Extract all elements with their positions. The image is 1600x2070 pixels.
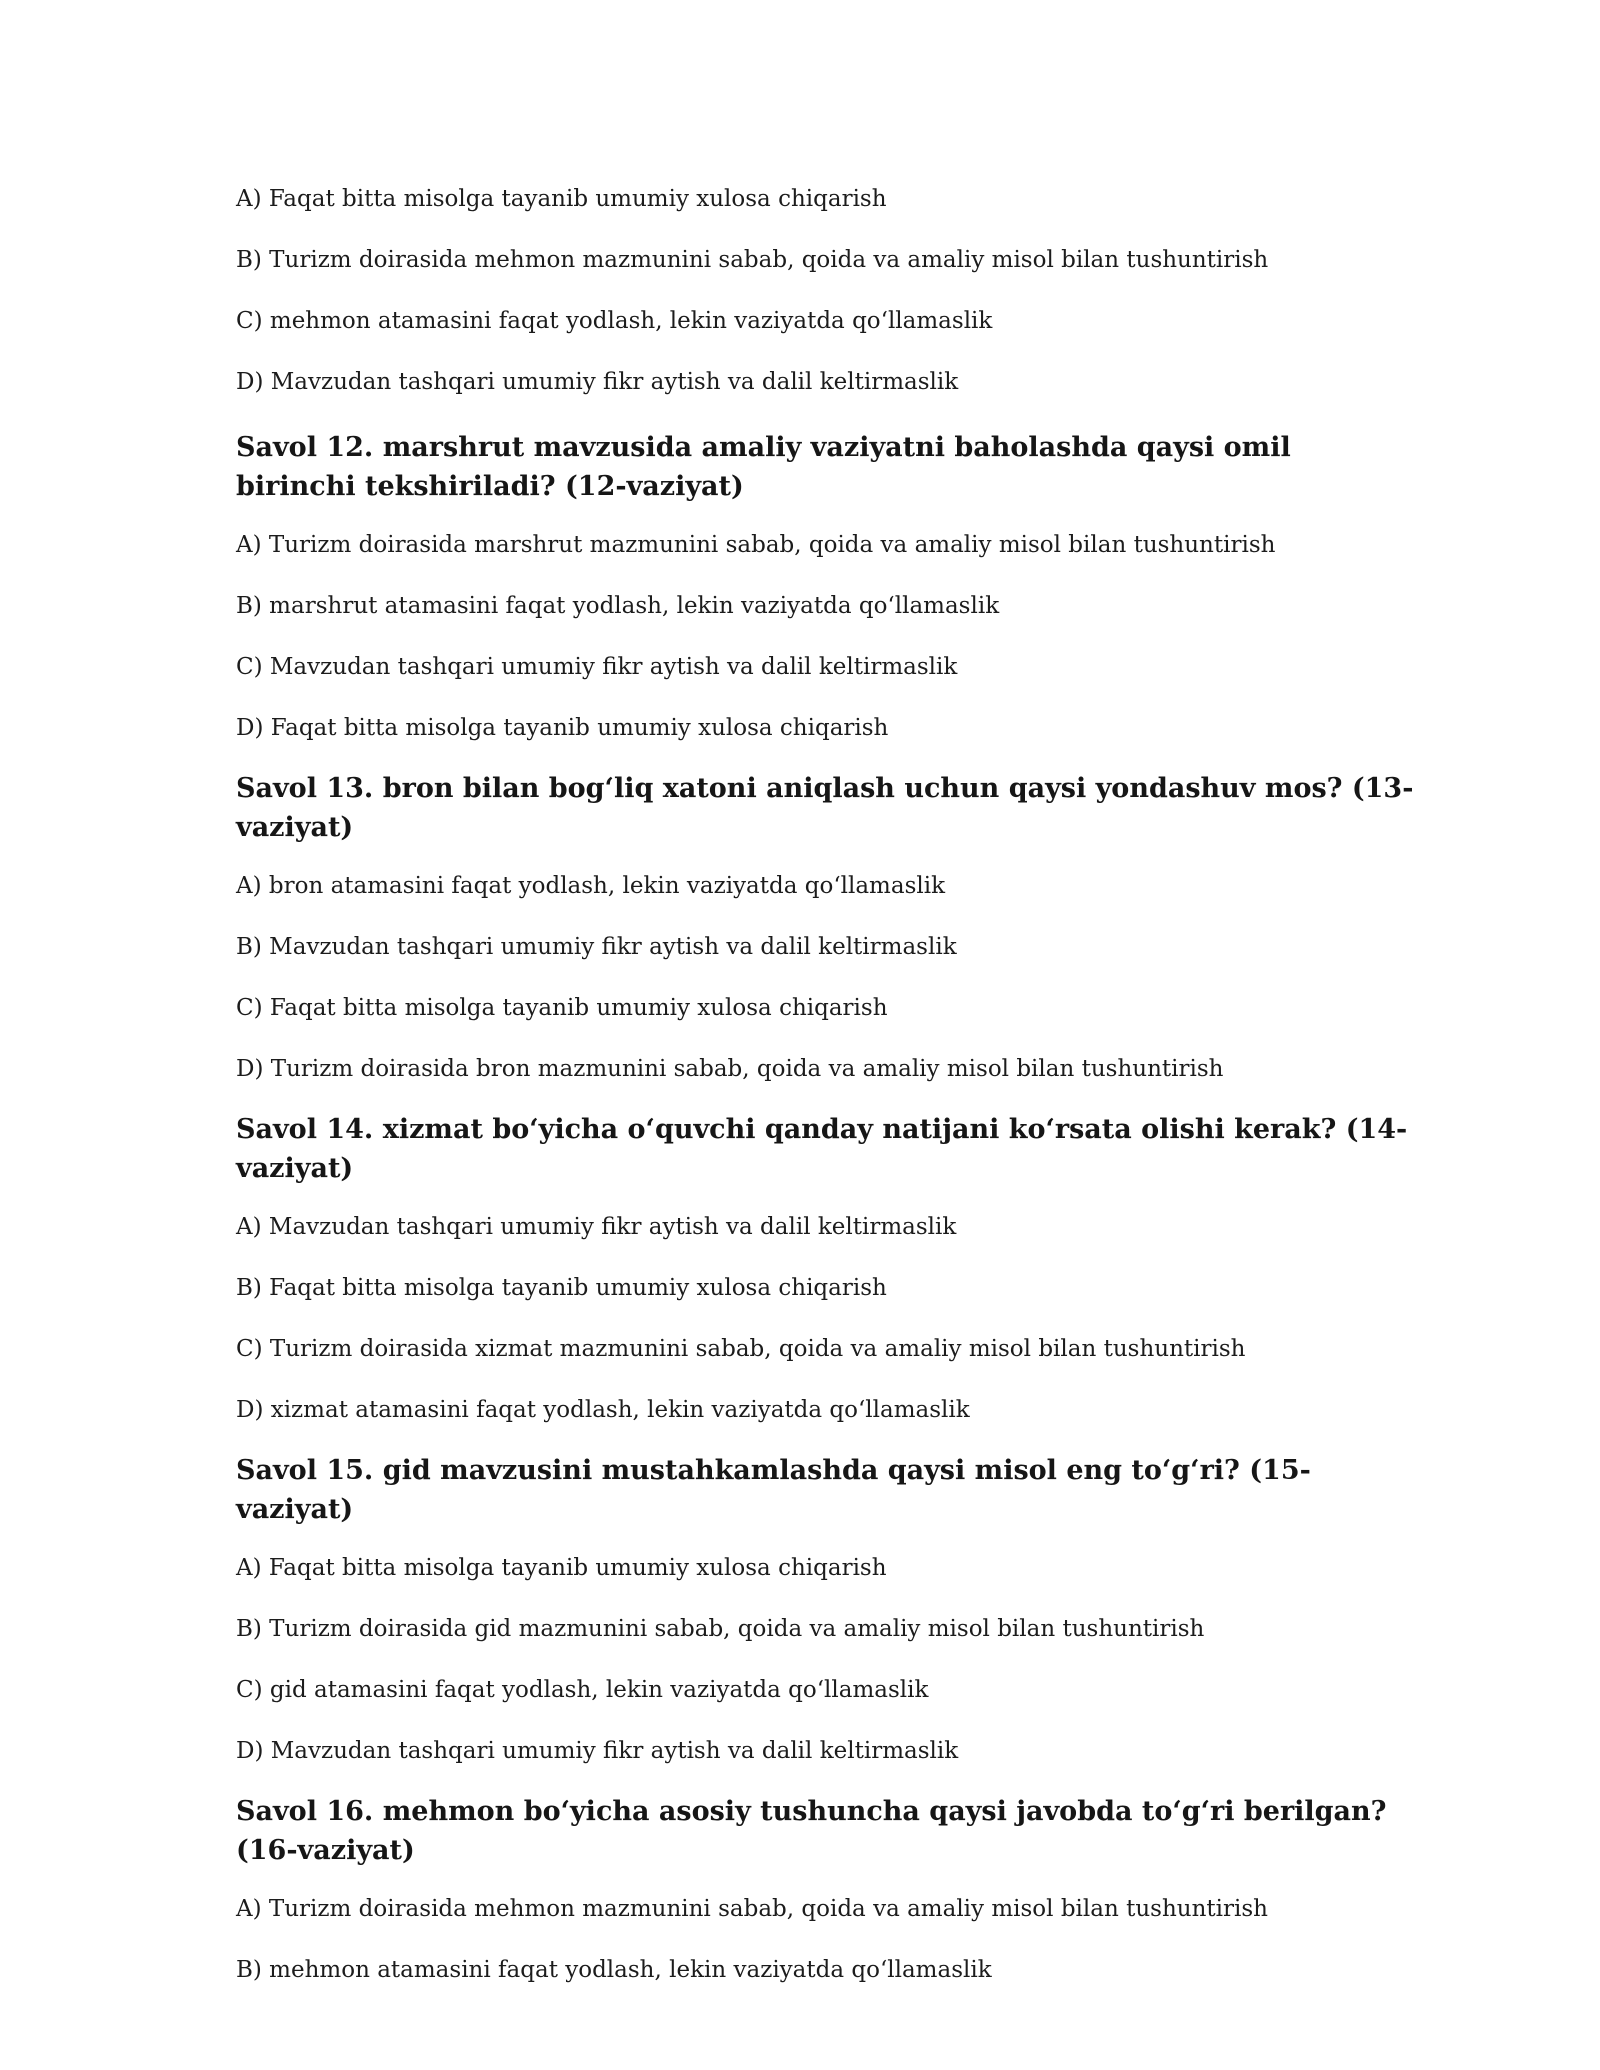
option-d: D) Turizm doirasida bron mazmunini sabab, qoida va amaliy misol bilan tushuntirish: [236, 1056, 1224, 1082]
document-page: [236, 184, 1416, 2011]
question-16: [236, 1792, 1416, 1985]
option-c: C) Turizm doirasida xizmat mazmunini sabab, qoida va amaliy misol bilan tushuntirish: [236, 1336, 1246, 1362]
option-d: D) Mavzudan tashqari umumiy fikr aytish va dalil keltirmaslik: [236, 1738, 959, 1764]
option-b: B) Turizm doirasida gid mazmunini sabab, qoida va amaliy misol bilan tushuntirish: [236, 1616, 1205, 1642]
option-c: C) gid atamasini faqat yodlash, lekin vaziyatda qo‘llamaslik: [236, 1677, 929, 1703]
question-title: Savol 12. marshrut mavzusida amaliy vaziyatni baholashda qaysi omil birinchi tekshiriladi? (12-vaziyat): [236, 432, 1291, 502]
question-12: [236, 428, 1416, 743]
option-a: A) Turizm doirasida mehmon mazmunini sabab, qoida va amaliy misol bilan tushuntirish: [236, 1896, 1268, 1922]
option-a: A) Faqat bitta misolga tayanib umumiy xulosa chiqarish: [236, 1555, 887, 1581]
option-d: D) Faqat bitta misolga tayanib umumiy xulosa chiqarish: [236, 715, 889, 741]
question-options: [236, 871, 1416, 1084]
question-title: Savol 14. xizmat bo‘yicha o‘quvchi qanday natijani ko‘rsata olishi kerak? (14-vaziyat): [236, 1114, 1408, 1184]
option-b: B) Mavzudan tashqari umumiy fikr aytish va dalil keltirmaslik: [236, 934, 957, 960]
option-b: B) Turizm doirasida mehmon mazmunini sabab, qoida va amaliy misol bilan tushuntirish: [236, 247, 1269, 273]
option-a: A) Mavzudan tashqari umumiy fikr aytish va dalil keltirmaslik: [236, 1214, 957, 1240]
option-b: B) mehmon atamasini faqat yodlash, lekin vaziyatda qo‘llamaslik: [236, 1957, 992, 1983]
question-options: [236, 1894, 1416, 1985]
question-options: [236, 1553, 1416, 1766]
option-c: C) Mavzudan tashqari umumiy fikr aytish va dalil keltirmaslik: [236, 654, 958, 680]
question-options: [236, 1212, 1416, 1425]
option-d: D) xizmat atamasini faqat yodlash, lekin vaziyatda qo‘llamaslik: [236, 1397, 970, 1423]
question-15: [236, 1451, 1416, 1766]
question-13: [236, 769, 1416, 1084]
question-14: [236, 1110, 1416, 1425]
option-b: B) Faqat bitta misolga tayanib umumiy xulosa chiqarish: [236, 1275, 887, 1301]
option-a: A) bron atamasini faqat yodlash, lekin vaziyatda qo‘llamaslik: [236, 873, 946, 899]
question-title: Savol 15. gid mavzusini mustahkamlashda qaysi misol eng to‘g‘ri? (15-vaziyat): [236, 1455, 1311, 1525]
option-d: D) Mavzudan tashqari umumiy fikr aytish va dalil keltirmaslik: [236, 369, 959, 395]
option-c: C) Faqat bitta misolga tayanib umumiy xulosa chiqarish: [236, 995, 888, 1021]
question-title: Savol 13. bron bilan bog‘liq xatoni aniqlash uchun qaysi yondashuv mos? (13-vaziyat): [236, 773, 1414, 843]
previous-question-options: [236, 184, 1416, 397]
question-title: Savol 16. mehmon bo‘yicha asosiy tushuncha qaysi javobda to‘g‘ri berilgan? (16-vaziyat): [236, 1796, 1387, 1866]
option-b: B) marshrut atamasini faqat yodlash, lekin vaziyatda qo‘llamaslik: [236, 593, 1000, 619]
option-a: A) Turizm doirasida marshrut mazmunini sabab, qoida va amaliy misol bilan tushuntirish: [236, 532, 1276, 558]
option-c: C) mehmon atamasini faqat yodlash, lekin vaziyatda qo‘llamaslik: [236, 308, 993, 334]
question-options: [236, 530, 1416, 743]
option-a: A) Faqat bitta misolga tayanib umumiy xulosa chiqarish: [236, 186, 887, 212]
